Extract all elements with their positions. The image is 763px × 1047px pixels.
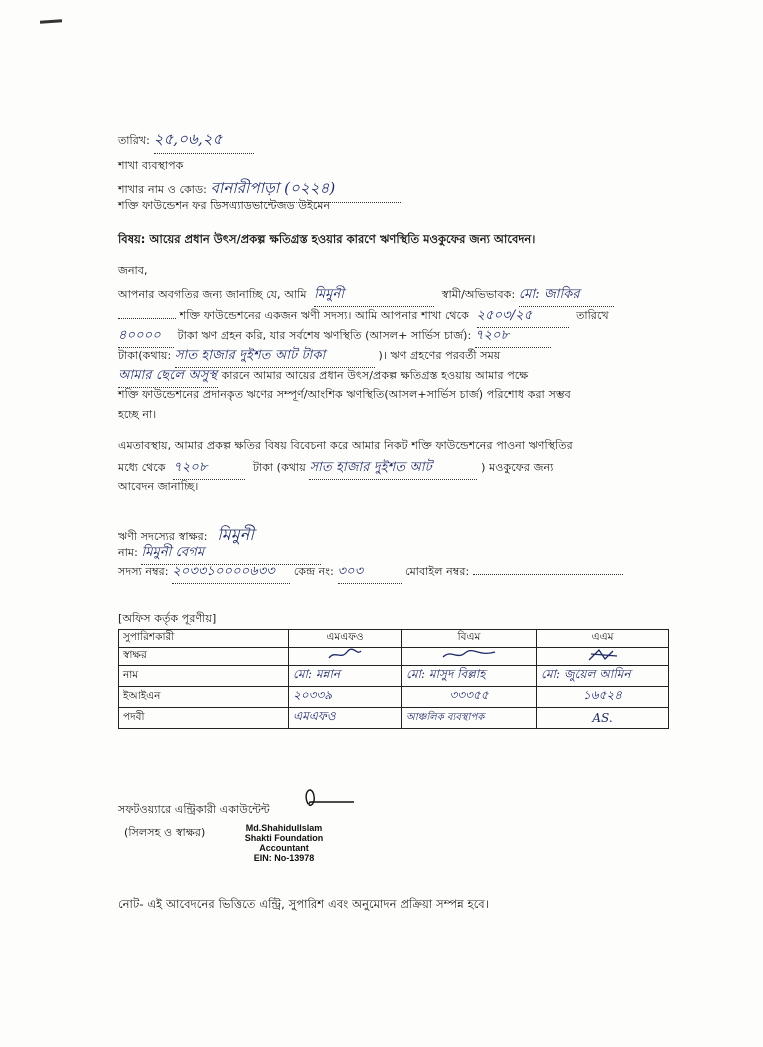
office-header-row (119, 630, 669, 648)
para1-line6: শক্তি ফাউন্ডেশনের প্রদানকৃত ঋণের সম্পূর্ণ/আংশিক ঋণস্থিতি(আসল+সার্ভিস চার্জ) পরিশোধ করা সম্ভব (118, 388, 571, 401)
table-cell: ৩৩৩৫৫ (449, 688, 489, 702)
note: নোট- এই আবেদনের ভিত্তিতে এন্ট্রি, সুপারিশ এবং অনুমোদন প্রক্রিয়া সম্পন্ন হবে। (118, 897, 490, 911)
para1-text: )। ঋণ গ্রহণের পরবর্তী সময় (378, 349, 501, 362)
guardian-name: মো: জাকির (519, 285, 614, 307)
para2-line2 (118, 458, 553, 480)
row-label: নাম (119, 666, 289, 687)
row-label: স্বাক্ষর (119, 648, 289, 666)
table-cell: আঞ্চলিক ব্যবস্থাপক (406, 711, 485, 723)
accountant-line2: (সিলসহ ও স্বাক্ষর) (124, 826, 206, 839)
blank-dots (118, 318, 176, 319)
scan-mark (40, 19, 62, 24)
header-cell: সুপারিশকারী (119, 630, 289, 648)
para1-line2 (118, 306, 609, 328)
para1-text: টাকা(কথায়: (118, 349, 172, 362)
waive-amount: ৭২০৮ (173, 458, 245, 480)
header-cell: বিএম (402, 630, 537, 648)
table-cell: AS. (592, 711, 613, 725)
mobile-label: মোবাইল নম্বর: (405, 565, 470, 578)
signature-cell (402, 648, 537, 666)
branch-label: শাখার নাম ও কোড: (118, 183, 207, 196)
accountant-seal (232, 823, 336, 863)
para1-text: টাকা ঋণ গ্রহন করি, যার সর্বশেষ ঋণস্থিতি (আসল+ সার্ভিস চার্জ): (177, 329, 472, 342)
accountant-line1: সফটওয়্যারে এন্ট্রিকারী একাউন্টেন্ট (118, 803, 270, 816)
member-name: মিমুনী বেগম (141, 543, 321, 565)
row-label: ইআইএন (119, 687, 289, 708)
member-id-label: সদস্য নম্বর: (118, 565, 169, 578)
signature-cell (537, 648, 669, 666)
signature-scribble (439, 648, 499, 662)
member-signature: মিমুনী (217, 525, 255, 544)
para1-text: স্বামী/অভিভাবক: (441, 288, 516, 301)
date-line (118, 128, 254, 154)
date-label: তারিখ: (118, 134, 150, 147)
salutation: জনাব, (118, 264, 148, 277)
para2-text: ) মওকুফের জন্য (481, 461, 554, 474)
subject: বিষয়: আয়ের প্রধান উৎস/প্রকল্প ক্ষতিগ্রস্ত হওয়ার কারণে ঋণস্থিতি মওকুফের জন্য আবেদন। (118, 232, 536, 246)
para1-line5 (118, 366, 528, 388)
branch-value: বানারীপাড়া (০২২৪) (211, 177, 401, 203)
signature-scribble (583, 648, 623, 662)
table-row (119, 648, 669, 666)
para1-text: তারিখে (576, 309, 609, 322)
para1-text: শক্তি ফাউন্ডেশনের একজন ঋণী সদস্য। আমি আপনার শাখা থেকে (179, 309, 469, 322)
row-label: পদবী (119, 708, 289, 729)
office-label: [অফিস কর্তৃক পূরণীয়] (118, 612, 217, 625)
loan-date: ২৫০৩/২৫ (477, 306, 569, 328)
date-value: ২৫,০৬,২৫ (154, 128, 254, 154)
para2-line3: আবেদন জানাচ্ছি। (118, 480, 199, 493)
member-id-line (118, 562, 623, 584)
table-cell: ১৬৫২৪ (583, 688, 622, 702)
seal-name: Md.Shahidullslam (245, 823, 323, 833)
para2-text: টাকা (কথায় (252, 461, 306, 474)
recipient-line1: শাখা ব্যবস্থাপক (118, 159, 184, 172)
waive-in-words: সাত হাজার দুইশত আট (309, 458, 477, 480)
header-cell: এএম (537, 630, 669, 648)
table-cell: ২০৩৩৯ (293, 688, 332, 702)
office-table (118, 629, 669, 729)
loan-amount: ৪০০০০ (118, 326, 174, 348)
para1-text: আপনার অবগতির জন্য জানাচ্ছি যে, আমি (118, 288, 307, 301)
applicant-name: মিমুনী (314, 285, 434, 307)
para1-line4 (118, 346, 500, 368)
center-number: ৩০৩ (338, 562, 402, 584)
member-name-label: নাম: (118, 546, 138, 559)
damage-reason: আমার ছেলে অসুস্থ (118, 366, 218, 388)
member-id: ২০৩৩১০০০০৬৩৩ (172, 562, 290, 584)
balance-in-words: সাত হাজার দুইশত আট টাকা (175, 346, 375, 368)
para1-line7: হচ্ছে না। (118, 408, 157, 421)
header-cell: এমএফও (289, 630, 402, 648)
seal-ein: EIN: No-13978 (253, 853, 315, 863)
member-sign-label: ঋণী সদস্যের স্বাক্ষর: (118, 530, 208, 543)
signature-scribble (325, 648, 365, 662)
seal-org: Shakti Foundation (244, 833, 324, 843)
para2-text: মধ্যে থেকে (118, 461, 166, 474)
accountant-signature (298, 782, 358, 812)
table-row (119, 687, 669, 708)
para1-line3 (118, 326, 551, 348)
table-row (119, 708, 669, 729)
para1-line1 (118, 285, 614, 307)
loan-balance: ৭২০৮ (475, 326, 551, 348)
para1-text: কারনে আমার আয়ের প্রধান উৎস/প্রকল্প ক্ষতিগ্রস্ত হওয়ায় আমার পক্ষে (221, 369, 529, 382)
center-label: কেন্দ্র নং: (293, 565, 334, 578)
signature-cell (289, 648, 402, 666)
seal-title: Accountant (259, 843, 309, 853)
table-row (119, 666, 669, 687)
recipient-line3: শক্তি ফাউন্ডেশন ফর ডিসএ্যাডভান্টেজড উইমেন (118, 199, 331, 212)
table-cell: মো: মন্নান (293, 667, 341, 681)
para2-line1: এমতাবস্থায়, আমার প্রকল্প ক্ষতির বিষয় বিবেচনা করে আমার নিকট শক্তি ফাউন্ডেশনের পাওনা ঋণস্থিতির (118, 439, 573, 452)
table-cell: মো: জুয়েল আমিন (541, 667, 631, 681)
mobile-number (473, 574, 623, 575)
table-cell: এমএফও (293, 709, 336, 723)
table-cell: মো: মাসুদ বিল্লাহ (406, 667, 486, 681)
